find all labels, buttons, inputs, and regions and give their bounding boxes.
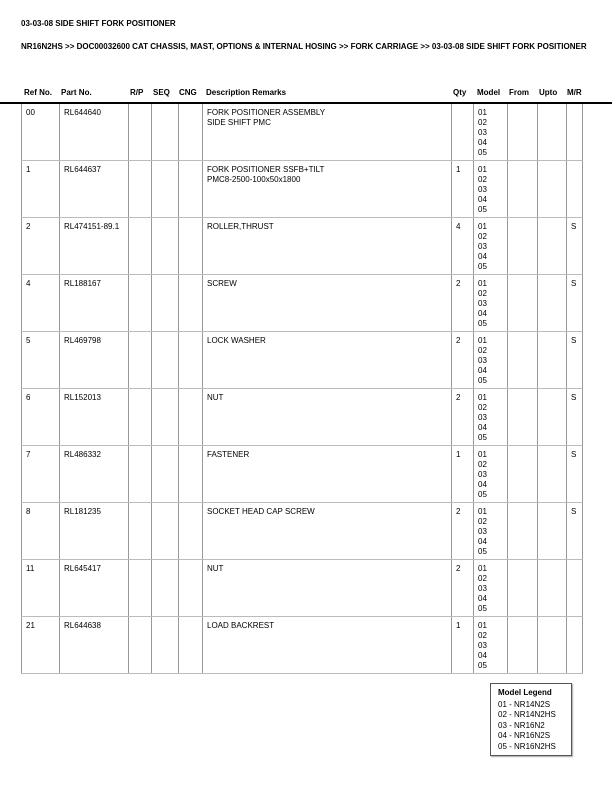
ref-cell — [22, 104, 60, 161]
upto-cell — [538, 218, 567, 275]
description-cell — [203, 503, 452, 560]
model-code: 02 — [478, 289, 487, 298]
upto-cell — [538, 617, 567, 674]
cell-text: 5 — [26, 336, 31, 345]
cng-cell — [179, 161, 203, 218]
description-cell — [203, 560, 452, 617]
cell-text: 2 — [456, 507, 461, 516]
table-row — [22, 560, 583, 617]
description-cell — [203, 275, 452, 332]
model-cell — [474, 503, 508, 560]
cell-text: RL469798 — [64, 336, 101, 345]
cell-text: RL152013 — [64, 393, 101, 402]
model-code: 02 — [478, 574, 487, 583]
model-code: 03 — [478, 128, 487, 137]
model-code: 03 — [478, 584, 487, 593]
qty-cell — [452, 617, 474, 674]
qty-cell — [452, 218, 474, 275]
qty-cell — [452, 275, 474, 332]
upto-cell — [538, 332, 567, 389]
cell-text: 1 — [26, 165, 31, 174]
model-code: 03 — [478, 413, 487, 422]
legend-item: 03 - NR16N2 — [498, 720, 545, 730]
mr-cell — [567, 332, 583, 389]
model-code: 05 — [478, 319, 487, 328]
model-code: 05 — [478, 490, 487, 499]
cng-cell — [179, 275, 203, 332]
model-cell — [474, 104, 508, 161]
cell-text: 4 — [26, 279, 31, 288]
part-number-cell — [60, 275, 129, 332]
from-cell — [508, 389, 538, 446]
description-line: ROLLER,THRUST — [207, 222, 274, 231]
rp-cell — [129, 161, 152, 218]
rp-cell — [129, 446, 152, 503]
model-code: 03 — [478, 527, 487, 536]
cell-text: 00 — [26, 108, 35, 117]
model-code: 01 — [478, 336, 487, 345]
ref-cell — [22, 389, 60, 446]
model-code: 03 — [478, 470, 487, 479]
cell-text: 4 — [456, 222, 461, 231]
mr-cell — [567, 389, 583, 446]
model-code: 01 — [478, 621, 487, 630]
legend-title: Model Legend — [498, 688, 552, 697]
cell-text: RL644640 — [64, 108, 101, 117]
model-code: 02 — [478, 118, 487, 127]
rp-cell — [129, 332, 152, 389]
cell-text: 2 — [456, 564, 461, 573]
qty-cell — [452, 446, 474, 503]
model-code: 04 — [478, 651, 487, 660]
description-cell — [203, 218, 452, 275]
description-line: FORK POSITIONER SSFB+TILT — [207, 165, 325, 174]
description-line: FORK POSITIONER ASSEMBLY — [207, 108, 326, 117]
cng-cell — [179, 332, 203, 389]
model-code: 04 — [478, 195, 487, 204]
table-row — [22, 389, 583, 446]
cell-text: RL188167 — [64, 279, 101, 288]
cng-cell — [179, 446, 203, 503]
cell-text: RL474151-89.1 — [64, 222, 120, 231]
cell-text: RL644638 — [64, 621, 101, 630]
model-legend — [490, 683, 572, 756]
seq-cell — [152, 332, 179, 389]
mr-cell — [567, 161, 583, 218]
seq-cell — [152, 617, 179, 674]
cell-text: S — [571, 222, 577, 231]
seq-cell — [152, 503, 179, 560]
table-row — [22, 218, 583, 275]
col-model: Model — [477, 88, 501, 97]
cell-text: 11 — [26, 564, 35, 573]
model-code: 03 — [478, 185, 487, 194]
ref-cell — [22, 275, 60, 332]
model-cell — [474, 275, 508, 332]
model-code: 04 — [478, 480, 487, 489]
cell-text: 21 — [26, 621, 35, 630]
qty-cell — [452, 560, 474, 617]
from-cell — [508, 218, 538, 275]
model-code: 02 — [478, 346, 487, 355]
model-code: 05 — [478, 604, 487, 613]
cng-cell — [179, 218, 203, 275]
col-cng: CNG — [179, 88, 197, 97]
upto-cell — [538, 503, 567, 560]
table-row — [22, 446, 583, 503]
model-code: 05 — [478, 547, 487, 556]
page-title: 03-03-08 SIDE SHIFT FORK POSITIONER — [21, 19, 176, 28]
model-cell — [474, 332, 508, 389]
rp-cell — [129, 503, 152, 560]
description-line: SIDE SHIFT PMC — [207, 118, 271, 127]
model-cell — [474, 560, 508, 617]
cng-cell — [179, 389, 203, 446]
cell-text: 7 — [26, 450, 31, 459]
col-ref: Ref No. — [24, 88, 52, 97]
description-cell — [203, 617, 452, 674]
model-code: 05 — [478, 262, 487, 271]
cell-text: 8 — [26, 507, 31, 516]
model-code: 02 — [478, 517, 487, 526]
model-code: 05 — [478, 433, 487, 442]
rp-cell — [129, 617, 152, 674]
description-cell — [203, 389, 452, 446]
description-cell — [203, 332, 452, 389]
ref-cell — [22, 332, 60, 389]
from-cell — [508, 446, 538, 503]
model-code: 01 — [478, 279, 487, 288]
ref-cell — [22, 560, 60, 617]
model-code: 04 — [478, 594, 487, 603]
model-code: 01 — [478, 165, 487, 174]
model-code: 02 — [478, 175, 487, 184]
ref-cell — [22, 617, 60, 674]
model-code: 02 — [478, 631, 487, 640]
part-number-cell — [60, 104, 129, 161]
upto-cell — [538, 275, 567, 332]
legend-item: 02 - NR14N2HS — [498, 710, 556, 719]
cell-text: S — [571, 393, 577, 402]
model-code: 05 — [478, 661, 487, 670]
upto-cell — [538, 389, 567, 446]
from-cell — [508, 617, 538, 674]
qty-cell — [452, 104, 474, 161]
upto-cell — [538, 560, 567, 617]
table-row — [22, 104, 583, 161]
seq-cell — [152, 161, 179, 218]
model-code: 01 — [478, 222, 487, 231]
description-line: NUT — [207, 393, 224, 402]
model-code: 04 — [478, 423, 487, 432]
mr-cell — [567, 104, 583, 161]
legend-item: 05 - NR16N2HS — [498, 741, 556, 751]
cell-text: S — [571, 450, 577, 459]
model-code: 02 — [478, 403, 487, 412]
cell-text: RL645417 — [64, 564, 101, 573]
table-row — [22, 617, 583, 674]
upto-cell — [538, 104, 567, 161]
cell-text: 2 — [456, 393, 461, 402]
cng-cell — [179, 560, 203, 617]
model-code: 03 — [478, 356, 487, 365]
cell-text: 2 — [26, 222, 31, 231]
from-cell — [508, 332, 538, 389]
upto-cell — [538, 161, 567, 218]
model-code: 04 — [478, 537, 487, 546]
cng-cell — [179, 104, 203, 161]
model-cell — [474, 218, 508, 275]
seq-cell — [152, 389, 179, 446]
table-row — [22, 332, 583, 389]
cell-text: 1 — [456, 450, 461, 459]
col-desc: Description Remarks — [206, 88, 287, 97]
legend-item: 04 - NR16N2S — [498, 731, 551, 740]
model-code: 03 — [478, 299, 487, 308]
model-code: 02 — [478, 232, 487, 241]
model-code: 01 — [478, 393, 487, 402]
from-cell — [508, 275, 538, 332]
model-code: 01 — [478, 564, 487, 573]
model-cell — [474, 389, 508, 446]
table-row — [22, 161, 583, 218]
model-cell — [474, 617, 508, 674]
seq-cell — [152, 104, 179, 161]
part-number-cell — [60, 617, 129, 674]
description-line: NUT — [207, 564, 224, 573]
description-line: PMC8-2500-100x50x1800 — [207, 175, 301, 184]
col-seq: SEQ — [153, 88, 170, 97]
from-cell — [508, 560, 538, 617]
model-code: 01 — [478, 507, 487, 516]
seq-cell — [152, 218, 179, 275]
ref-cell — [22, 446, 60, 503]
description-cell — [203, 161, 452, 218]
cell-text: 1 — [456, 165, 461, 174]
model-cell — [474, 446, 508, 503]
model-code: 05 — [478, 205, 487, 214]
table-row — [22, 503, 583, 560]
from-cell — [508, 161, 538, 218]
col-rp: R/P — [130, 88, 144, 97]
table-row — [22, 275, 583, 332]
description-cell — [203, 104, 452, 161]
cell-text: 1 — [456, 621, 461, 630]
cell-text: 2 — [456, 336, 461, 345]
col-mr: M/R — [567, 88, 582, 97]
breadcrumb: NR16N2HS >> DOC00032600 CAT CHASSIS, MAST, OPTIONS & INTERNAL HOSING >> FORK CARRIAGE >> 03-03-08 SIDE SHIFT FORK POSITIONER — [21, 42, 587, 51]
col-qty: Qty — [453, 88, 467, 97]
parts-table — [21, 104, 583, 674]
cell-text: RL644637 — [64, 165, 101, 174]
rp-cell — [129, 275, 152, 332]
rp-cell — [129, 104, 152, 161]
model-cell — [474, 161, 508, 218]
rp-cell — [129, 560, 152, 617]
model-code: 04 — [478, 309, 487, 318]
col-part: Part No. — [61, 88, 92, 97]
qty-cell — [452, 332, 474, 389]
cell-text: 2 — [456, 279, 461, 288]
part-number-cell — [60, 332, 129, 389]
cng-cell — [179, 503, 203, 560]
qty-cell — [452, 503, 474, 560]
model-code: 04 — [478, 252, 487, 261]
part-number-cell — [60, 218, 129, 275]
mr-cell — [567, 446, 583, 503]
mr-cell — [567, 275, 583, 332]
seq-cell — [152, 275, 179, 332]
model-code: 05 — [478, 376, 487, 385]
part-number-cell — [60, 503, 129, 560]
description-line: LOCK WASHER — [207, 336, 266, 345]
model-code: 05 — [478, 148, 487, 157]
model-code: 02 — [478, 460, 487, 469]
description-line: FASTENER — [207, 450, 250, 459]
description-line: LOAD BACKREST — [207, 621, 275, 630]
cell-text: S — [571, 279, 577, 288]
description-line: SOCKET HEAD CAP SCREW — [207, 507, 315, 516]
from-cell — [508, 104, 538, 161]
cell-text: RL181235 — [64, 507, 101, 516]
ref-cell — [22, 218, 60, 275]
legend-item: 01 - NR14N2S — [498, 699, 551, 709]
from-cell — [508, 503, 538, 560]
cell-text: RL486332 — [64, 450, 101, 459]
ref-cell — [22, 161, 60, 218]
description-cell — [203, 446, 452, 503]
rp-cell — [129, 389, 152, 446]
col-from: From — [509, 88, 529, 97]
part-number-cell — [60, 161, 129, 218]
part-number-cell — [60, 560, 129, 617]
seq-cell — [152, 446, 179, 503]
mr-cell — [567, 560, 583, 617]
model-code: 03 — [478, 641, 487, 650]
cell-text: S — [571, 336, 577, 345]
qty-cell — [452, 389, 474, 446]
mr-cell — [567, 218, 583, 275]
model-code: 01 — [478, 108, 487, 117]
col-upto: Upto — [539, 88, 558, 97]
model-code: 04 — [478, 366, 487, 375]
rp-cell — [129, 218, 152, 275]
cell-text: S — [571, 507, 577, 516]
mr-cell — [567, 503, 583, 560]
model-code: 01 — [478, 450, 487, 459]
ref-cell — [22, 503, 60, 560]
model-code: 04 — [478, 138, 487, 147]
mr-cell — [567, 617, 583, 674]
cell-text: 6 — [26, 393, 31, 402]
cng-cell — [179, 617, 203, 674]
qty-cell — [452, 161, 474, 218]
description-line: SCREW — [207, 279, 237, 288]
part-number-cell — [60, 446, 129, 503]
part-number-cell — [60, 389, 129, 446]
upto-cell — [538, 446, 567, 503]
model-code: 03 — [478, 242, 487, 251]
seq-cell — [152, 560, 179, 617]
